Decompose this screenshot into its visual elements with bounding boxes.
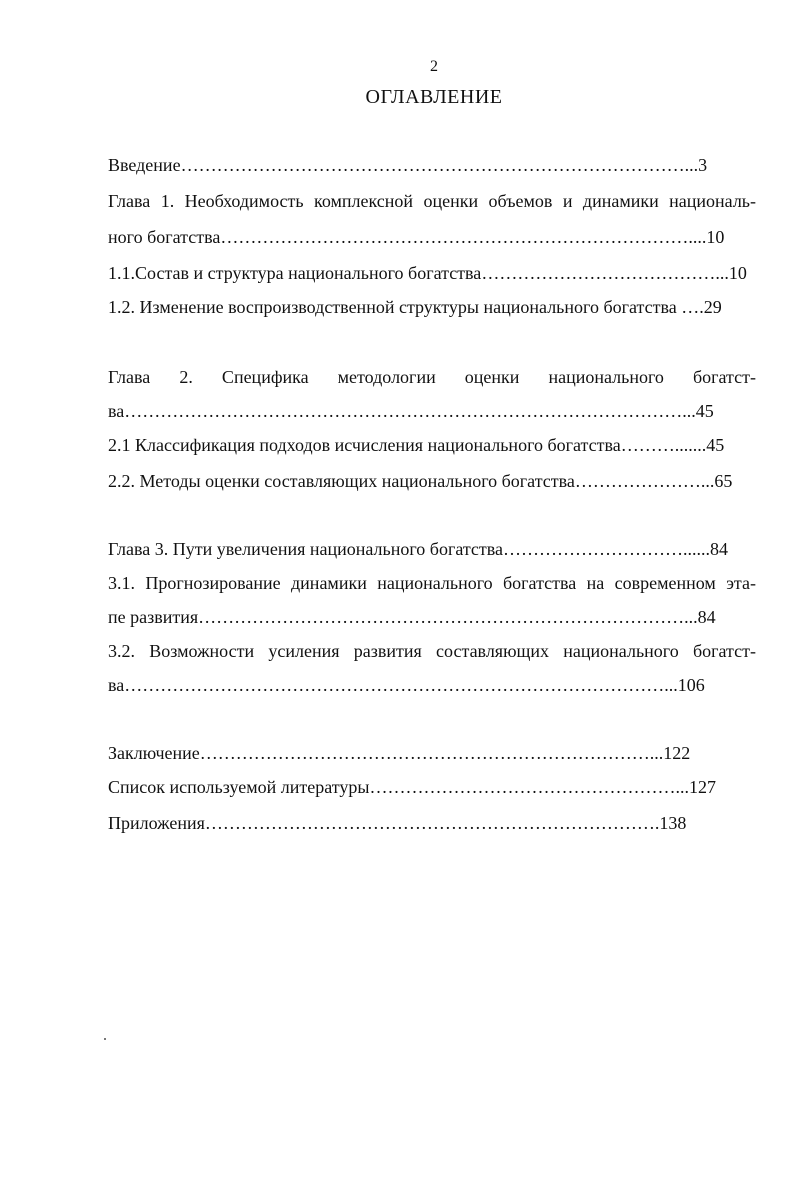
toc-leader-dots: …………………………………...: [481, 263, 729, 283]
toc-leader-dots: ………………………………………………………………………………...: [124, 675, 678, 695]
toc-entry-label: Приложения: [108, 813, 205, 833]
toc-entry-label: Глава 1. Необходимость комплексной оценки объемов и динамики националь-: [108, 191, 756, 211]
toc-page-number: 3: [698, 155, 708, 175]
toc-entry-label: 2.1 Классификация подходов исчисления национального богатства: [108, 435, 621, 455]
toc-entry-label: Глава 3. Пути увеличения национального богатства: [108, 539, 504, 559]
toc-entry-label: Глава 2. Специфика методологии оценки национального богатст-: [108, 367, 756, 387]
toc-leader-dots: ….: [676, 297, 704, 317]
toc-entry-label: пе развития: [108, 607, 199, 627]
toc-page-number: 138: [659, 813, 687, 833]
toc-entry-label: 3.2. Возможности усиления развития составляющих национального богатст-: [108, 641, 756, 661]
toc-page-number: 10: [728, 263, 747, 283]
toc-entry-section-1-2[interactable]: [108, 296, 722, 318]
toc-entry-label: 3.1. Прогнозирование динамики национального богатства на современном эта-: [108, 573, 756, 593]
toc-entry-section-1-1[interactable]: [108, 262, 747, 284]
toc-leader-dots: ……………………………………………………………………....: [220, 227, 707, 247]
toc-entry-label: 1.2. Изменение воспроизводственной структуры национального богатства: [108, 297, 677, 317]
toc-entry-section-2-2[interactable]: [108, 470, 732, 492]
toc-entry-references[interactable]: [108, 776, 716, 798]
toc-entry-label: 2.2. Методы оценки составляющих национального богатства: [108, 471, 575, 491]
toc-entry-label: Заключение: [108, 743, 200, 763]
toc-leader-dots: …………………...: [574, 471, 715, 491]
toc-page-number: 122: [663, 743, 691, 763]
page-number: 2: [430, 58, 438, 75]
toc-page-number: 45: [695, 401, 714, 421]
toc-entry-conclusion[interactable]: [108, 742, 690, 764]
toc-entry-chapter-3[interactable]: [108, 538, 728, 560]
toc-entry-chapter-2-line-2[interactable]: [108, 400, 714, 422]
toc-page-number: 84: [697, 607, 716, 627]
toc-page-number: 127: [688, 777, 716, 797]
toc-page-number: 45: [706, 435, 725, 455]
toc-entry-section-3-2-line-1[interactable]: [108, 640, 756, 662]
toc-page-number: 29: [703, 297, 722, 317]
toc-entry-section-3-1-line-2[interactable]: [108, 606, 716, 628]
toc-leader-dots: …………………………......: [503, 539, 711, 559]
toc-entry-section-3-2-line-2[interactable]: [108, 674, 705, 696]
toc-page-number: 106: [677, 675, 705, 695]
toc-entry-label: ва: [108, 675, 125, 695]
toc-leader-dots: ………………………………………………………………………...: [198, 607, 698, 627]
toc-leader-dots: ………………………………………………………………….: [204, 813, 660, 833]
toc-entry-introduction[interactable]: [108, 154, 707, 176]
toc-entry-chapter-2-line-1[interactable]: [108, 366, 756, 388]
toc-entry-label: ва: [108, 401, 125, 421]
toc-leader-dots: …………………………………………………………………...: [199, 743, 664, 763]
toc-entry-chapter-1-line-1[interactable]: [108, 190, 756, 212]
toc-entry-label: 1.1.Состав и структура национального богатства: [108, 263, 482, 283]
page-title: ОГЛАВЛЕНИЕ: [365, 86, 503, 108]
toc-page-number: 65: [714, 471, 733, 491]
toc-entry-section-2-1[interactable]: [108, 434, 724, 456]
toc-leader-dots: …………………………………………………………………………………...: [124, 401, 696, 421]
toc-entry-label: Список используемой литературы: [108, 777, 370, 797]
toc-entry-label: ного богатства: [108, 227, 221, 247]
toc-entry-chapter-1-line-2[interactable]: [108, 226, 724, 248]
toc-entry-section-3-1-line-1[interactable]: [108, 572, 756, 594]
scan-speck: [104, 1038, 106, 1040]
toc-leader-dots: ……………………………………………...: [369, 777, 689, 797]
toc-leader-dots: ……….......: [620, 435, 707, 455]
toc-leader-dots: …………………………………………………………………………...: [180, 155, 699, 175]
toc-page-number: 10: [706, 227, 725, 247]
toc-entry-label: Введение: [108, 155, 181, 175]
toc-entry-appendices[interactable]: [108, 812, 686, 834]
toc-page-number: 84: [710, 539, 729, 559]
